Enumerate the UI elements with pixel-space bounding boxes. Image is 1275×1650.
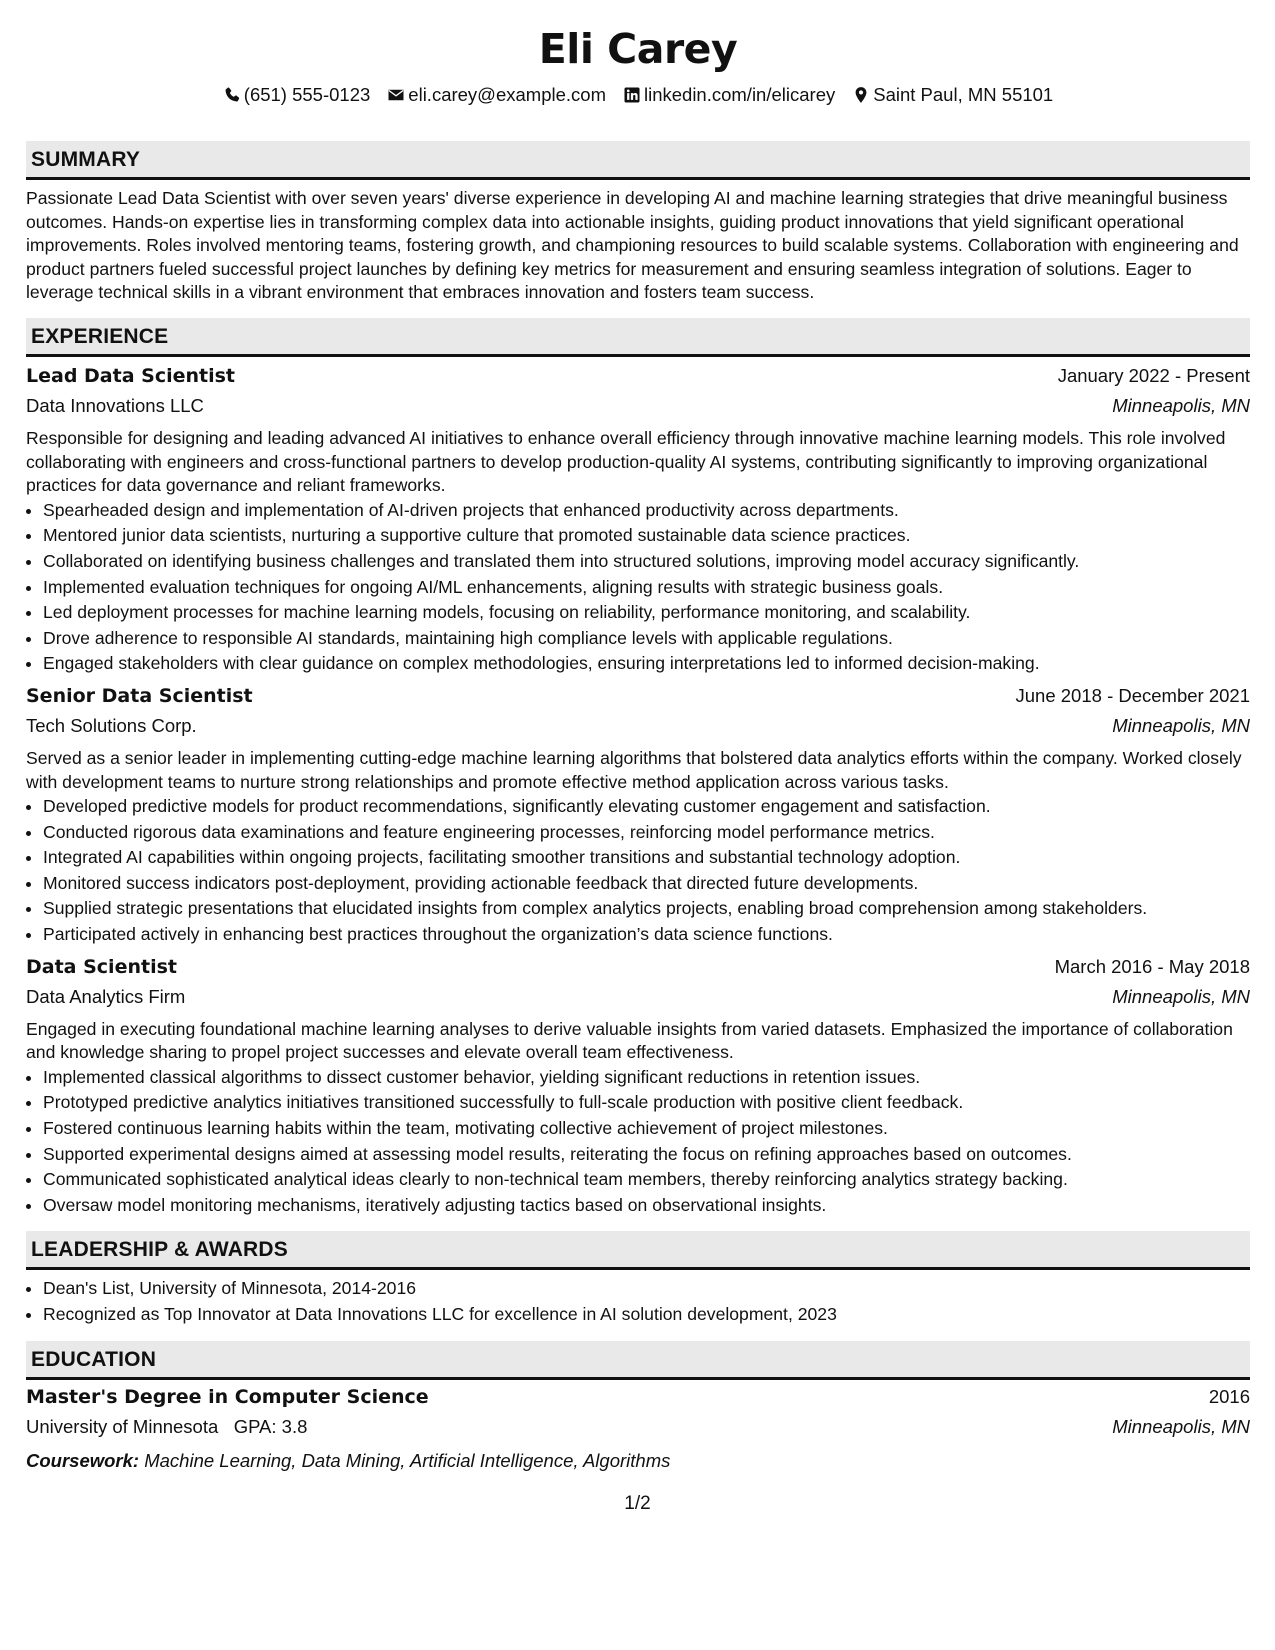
job-description: Engaged in executing foundational machine learning analyses to derive valuable insights from varied datasets. Emphasized the importance of collaboration and knowledge sharing to propel project successes and elevate overall team effectiveness. (26, 1018, 1233, 1063)
list-item: • Monitored success indicators post-deployment, providing actionable feedback that directed future developments. (43, 871, 1250, 897)
contact-location (852, 84, 1053, 106)
education-coursework (26, 1450, 1250, 1472)
job-description: Served as a senior leader in implementing cutting-edge machine learning algorithms that bolstered data analytics efforts within the company. Worked closely with development teams to nurture strong relationships and promote effective method application across various tasks. (26, 747, 1242, 792)
contact-linkedin-text[interactable]: linkedin.com/in/elicarey (643, 84, 836, 105)
education-gpa: GPA: 3.8 (233, 1415, 308, 1437)
list-item: • Integrated AI capabilities within ongoing projects, facilitating smoother transitions and substantial technology adoption. (43, 845, 1250, 871)
education-header (26, 1386, 1250, 1416)
job-location: Minneapolis, MN (1112, 394, 1250, 416)
job-title: Senior Data Scientist (26, 684, 253, 707)
job-header (26, 685, 1250, 715)
list-item: • Mentored junior data scientists, nurturing a supportive culture that promoted sustainable data science practices. (43, 523, 1250, 549)
job-header (26, 956, 1250, 986)
education-heading: EDUCATION (26, 1341, 1250, 1380)
job-dates: June 2018 - December 2021 (1015, 684, 1250, 706)
envelope-icon (387, 86, 405, 104)
contact-bar (26, 82, 1250, 108)
job-company: Data Analytics Firm (26, 985, 186, 1007)
summary-heading: SUMMARY (26, 141, 1250, 180)
map-pin-icon (852, 86, 870, 104)
leadership-list (26, 1276, 1250, 1327)
job-subheader (26, 395, 1250, 425)
job-dates: March 2016 - May 2018 (1054, 955, 1250, 977)
education-school-line (26, 1416, 307, 1438)
list-item: • Led deployment processes for machine learning models, focusing on reliability, performance monitoring, and scalability. (43, 600, 1250, 626)
education-school: University of Minnesota (26, 1415, 219, 1437)
job-entry (26, 685, 1250, 948)
list-item: • Fostered continuous learning habits within the team, motivating collective achievement of project milestones. (43, 1116, 1250, 1142)
list-item: • Drove adherence to responsible AI standards, maintaining high compliance levels with applicable regulations. (43, 626, 1250, 652)
list-item: • Implemented classical algorithms to dissect customer behavior, yielding significant reductions in retention issues. (43, 1065, 1250, 1091)
list-item: • Spearheaded design and implementation of AI-driven projects that enhanced productivity across departments. (43, 498, 1250, 524)
list-item: • Oversaw model monitoring mechanisms, iteratively adjusting tactics based on observational insights. (43, 1193, 1250, 1219)
resume-page (26, 0, 1250, 1472)
job-location: Minneapolis, MN (1112, 714, 1250, 736)
job-header (26, 365, 1250, 395)
list-item: • Participated actively in enhancing best practices throughout the organization’s data science functions. (43, 922, 1250, 948)
job-location: Minneapolis, MN (1112, 985, 1250, 1007)
job-subheader (26, 715, 1250, 745)
job-subheader (26, 986, 1250, 1016)
list-item: • Conducted rigorous data examinations and feature engineering processes, reinforcing model performance metrics. (43, 820, 1250, 846)
education-subheader (26, 1416, 1250, 1446)
list-item: • Engaged stakeholders with clear guidance on complex methodologies, ensuring interpretations led to informed decision-making. (43, 651, 1250, 677)
job-title: Lead Data Scientist (26, 364, 235, 387)
contact-email-text[interactable]: eli.carey@example.com (408, 84, 606, 105)
contact-phone (223, 84, 371, 106)
contact-email[interactable] (387, 84, 606, 106)
job-bullets (26, 1065, 1250, 1219)
job-entry (26, 956, 1250, 1219)
list-item: • Recognized as Top Innovator at Data Innovations LLC for excellence in AI solution development, 2023 (43, 1302, 1250, 1328)
contact-linkedin[interactable] (623, 84, 835, 106)
contact-phone-text: (651) 555-0123 (243, 84, 371, 105)
list-item: • Implemented evaluation techniques for ongoing AI/ML enhancements, aligning results with strategic business goals. (43, 575, 1250, 601)
list-item: • Supported experimental designs aimed at assessing model results, reiterating the focus on refining approaches based on outcomes. (43, 1142, 1250, 1168)
linkedin-icon (623, 86, 641, 104)
job-entry (26, 365, 1250, 677)
job-company: Data Innovations LLC (26, 394, 204, 416)
job-description: Responsible for designing and leading advanced AI initiatives to enhance overall efficiency through innovative machine learning models. This role involved collaborating with engineers and cross-functional partners to develop production-quality AI systems, contributing significantly to improving organizational practices for data governance and reliant frameworks. (26, 427, 1226, 496)
summary-text: Passionate Lead Data Scientist with over seven years' diverse experience in developing AI and machine learning strategies that drive meaningful business outcomes. Hands-on expertise lies in transforming complex data into actionable insights, guiding product innovations that yield significant operational improvements. Roles involved mentoring teams, fostering growth, and championing resources to build scalable systems. Collaboration with engineering and product partners fueled successful project launches by defining key metrics for measurement and ensuring seamless integration of solutions. Eager to leverage technical skills in a vibrant environment that embraces innovation and fosters team success. (26, 188, 1239, 303)
education-entry (26, 1386, 1250, 1472)
coursework-label: Coursework: (26, 1449, 140, 1471)
job-bullets (26, 498, 1250, 677)
candidate-name: Eli Carey (538, 25, 738, 73)
experience-heading: EXPERIENCE (26, 318, 1250, 357)
education-degree: Master's Degree in Computer Science (26, 1385, 429, 1408)
page-number: 1/2 (624, 1493, 651, 1514)
list-item: • Supplied strategic presentations that elucidated insights from complex analytics projects, enabling broad comprehension among stakeholders. (43, 896, 1250, 922)
contact-location-text: Saint Paul, MN 55101 (873, 84, 1054, 105)
job-title: Data Scientist (26, 955, 177, 978)
list-item: • Collaborated on identifying business challenges and translated them into structured solutions, improving model accuracy significantly. (43, 549, 1250, 575)
list-item: • Prototyped predictive analytics initiatives transitioned successfully to full-scale production with positive client feedback. (43, 1090, 1250, 1116)
leadership-heading: LEADERSHIP & AWARDS (26, 1231, 1250, 1270)
phone-icon (223, 86, 241, 104)
list-item: • Dean's List, University of Minnesota, 2014-2016 (43, 1276, 1250, 1302)
coursework-list: Machine Learning, Data Mining, Artificial Intelligence, Algorithms (144, 1449, 671, 1471)
list-item: • Developed predictive models for product recommendations, significantly elevating customer engagement and satisfaction. (43, 794, 1250, 820)
education-location: Minneapolis, MN (1112, 1415, 1250, 1437)
job-company: Tech Solutions Corp. (26, 714, 197, 736)
job-bullets (26, 794, 1250, 948)
education-year: 2016 (1208, 1385, 1250, 1407)
list-item: • Communicated sophisticated analytical ideas clearly to non-technical team members, thereby reinforcing analytics strategy backing. (43, 1167, 1250, 1193)
job-dates: January 2022 - Present (1057, 364, 1250, 386)
